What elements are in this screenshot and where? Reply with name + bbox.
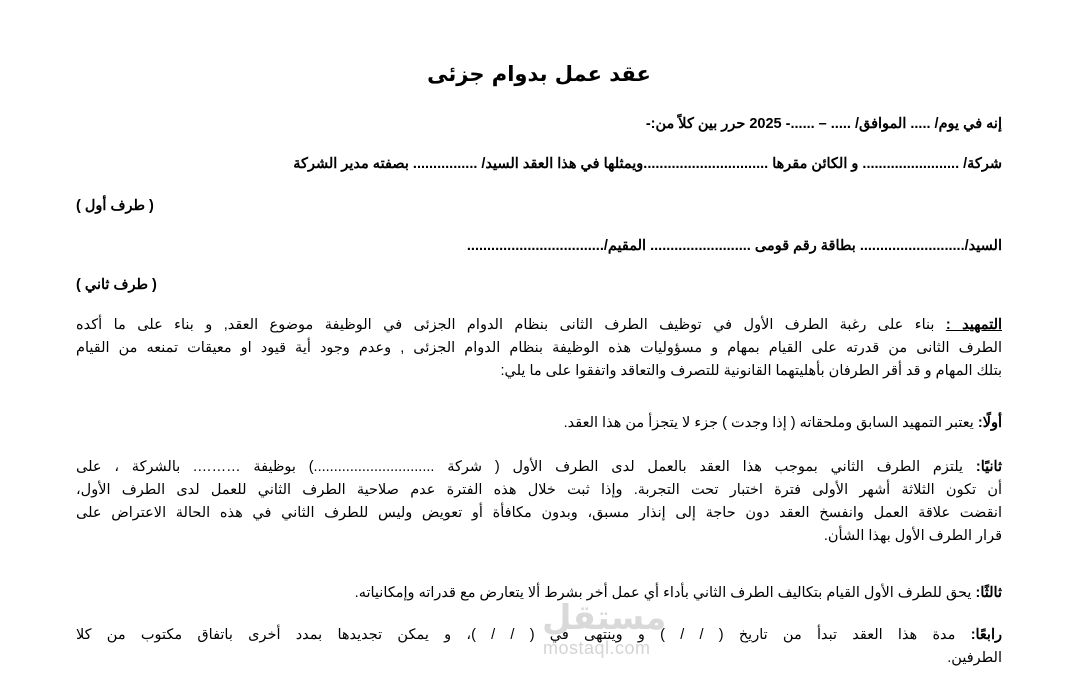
second-party-label: ( طرف ثاني ) [76,277,157,293]
clause-first-label: أولًا: [977,415,1002,431]
clause-second-label: ثانيًا: [975,459,1002,475]
clause-first-text: يعتبر التمهيد السابق وملحقاته ( إذا وجدت ) جزء لا يتجزأ من هذا العقد. [563,415,974,431]
clause-second-line-4: قرار الطرف الأول بهذا الشأن. [823,528,1002,544]
preamble-line-2: الطرف الثانى من قدرته على القيام بمهام و مسؤوليات هذه الوظيفة بنظام الدوام الجزئى , وعدم وجود أية قيود او معيقات تمنعه من القيام [76,340,1002,356]
preamble-line-3: بتلك المهام و قد أقر الطرفان بأهليتهما القانونية للتصرف والتعاقد واتفقوا على ما يلي: [500,363,1002,379]
clause-fourth-line-1: مدة هذا العقد تبدأ من تاريخ ( / / ) و وينتهى في ( / / )، و يمكن تجديدها بمدد أخرى باتفاق مكتوب من كلا [76,627,956,643]
watermark-arabic-logo: مستقل [542,598,667,638]
clause-third-label: ثالثًا: [975,585,1002,601]
clause-second-line-2: أن تكون الثلاثة أشهر الأولى فترة اختبار تحت التجربة. وإذا ثبت خلال هذه الفترة عدم صلاحية الطرف الثاني للعمل لدى الطرف الأول، [76,482,1002,498]
clause-third [76,582,1002,605]
clause-fourth [76,624,1002,670]
clause-fourth-line-2: الطرفين. [947,650,1002,666]
preamble-paragraph [76,314,1002,383]
first-party-label: ( طرف أول ) [76,198,154,214]
preamble-line-1: بناء على رغبة الطرف الأول في توظيف الطرف الثانى بنظام الدوام الجزئى في الوظيفة موضوع العقد, و بناء على ما أكده [76,317,935,333]
clause-third-text: يحق للطرف الأول القيام بتكاليف الطرف الثاني بأداء أي عمل أخر بشرط ألا يتعارض مع قدراته وإمكانياته. [354,585,972,601]
watermark-latin-text: mostaql.com [543,638,651,658]
clause-second [76,456,1002,548]
preamble-label: التمهيد : [945,317,1003,333]
clause-second-line-1: يلتزم الطرف الثاني بموجب هذا العقد بالعمل لدى الطرف الأول ( شركة ..............................) بوظيفة ………. بالشركة ، على [76,459,964,475]
clause-second-line-3: انقضت علاقة العمل وانفسخ العقد دون حاجة إلى إنذار مسبق، وبدون مكافأة أو تعويض وليس للطرف الثاني في هذه الحالة الاعتراض على [76,505,1002,521]
second-party-details-line: السيد/.......................... بطاقة رقم قومى ......................... المقيم/.................................. [466,238,1002,254]
clause-fourth-label: رابعًا: [970,627,1002,643]
company-line: شركة/ ........................ و الكائن مقرها ...............................ويمثلها في هذا العقد السيد/ ................ بصفته مدير الشركة [293,156,1002,172]
opening-line: إنه في يوم/ ..... الموافق/ ..... – ......- 2025 حرر بين كلاً من:- [645,116,1002,132]
clause-first [76,412,1002,435]
document-title: عقد عمل بدوام جزئى [427,62,651,86]
